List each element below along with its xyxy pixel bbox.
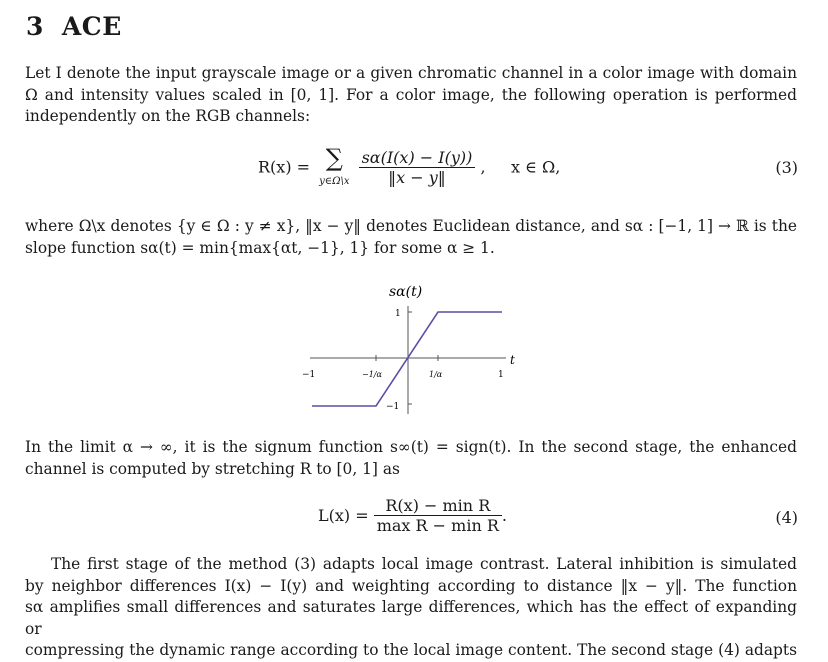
paragraph-line: where Ω\x denotes {y ∈ Ω : y ≠ x}, ‖x − y‖ denotes Euclidean distance, and sα : [−1, 1] → ℝ is the xyxy=(25,217,797,235)
paragraph-line: sα amplifies small differences and saturates large differences, which has the effect of expanding or xyxy=(25,598,797,638)
equation-3-condition: , x ∈ Ω, xyxy=(480,157,561,177)
equation-3-denominator: ‖x − y‖ xyxy=(388,167,446,187)
paragraph-slope-definition xyxy=(25,216,797,259)
slope-function-plot xyxy=(296,276,536,426)
paragraph-line: independently on the RGB channels: xyxy=(25,107,311,125)
sum-index: y∈Ω\x xyxy=(319,176,350,187)
paragraph-discussion xyxy=(25,554,797,662)
paragraph-line: compressing the dynamic range according to the local image content. The second stage (4) adapts xyxy=(25,641,797,659)
equation-4-denominator: max R − min R xyxy=(376,516,499,535)
equation-3 xyxy=(258,146,560,188)
tick-label-y-pos: 1 xyxy=(395,309,401,319)
section-heading xyxy=(26,12,122,41)
tick-label-x-neg-inv-alpha: −1/α xyxy=(362,370,382,379)
section-title: ACE xyxy=(61,12,122,41)
equation-4: L(x) = $\frac{\text{R(x) − min R}}{\text{max R − min R}}$ . xyxy=(318,496,507,535)
paragraph-line: Ω and intensity values scaled in [0, 1]. For a color image, the following operation is performed xyxy=(25,85,797,104)
paragraph-line: Let I denote the input grayscale image or a given chromatic channel in a color image with domain xyxy=(25,64,797,82)
paragraph-line: channel is computed by stretching R to [0, 1] as xyxy=(25,459,400,478)
equation-4-lhs: L(x) = xyxy=(318,506,369,525)
equation-3-label: (3) xyxy=(775,158,798,177)
paragraph-line: The first stage of the method (3) adapts local image contrast. Lateral inhibition is simulated xyxy=(51,555,797,573)
equation-4-label: (4) xyxy=(775,508,798,527)
equation-3-lhs: R(x) = xyxy=(258,157,311,177)
section-number: 3 xyxy=(26,12,44,41)
sum-symbol: ∑ xyxy=(325,144,343,172)
x-axis-label: t xyxy=(510,353,515,367)
paragraph-limit xyxy=(25,437,797,480)
y-axis-label: sα(t) xyxy=(389,284,423,300)
paragraph-line: by neighbor differences I(x) − I(y) and weighting according to distance ‖x − y‖. The function xyxy=(25,576,797,595)
equation-4-numerator: R(x) − min R xyxy=(374,496,502,516)
slope-function-curve xyxy=(312,312,502,406)
tick-label-x-pos-inv-alpha: 1/α xyxy=(429,370,443,379)
tick-label-x-pos-one: 1 xyxy=(498,370,504,380)
paragraph-line: slope function sα(t) = min{max{αt, −1}, 1} for some α ≥ 1. xyxy=(25,238,495,257)
paragraph-intro xyxy=(25,63,797,128)
paragraph-line: In the limit α → ∞, it is the signum function s∞(t) = sign(t). In the second stage, the enhanced xyxy=(25,438,797,456)
tick-label-y-neg: −1 xyxy=(386,402,400,412)
tick-label-x-neg-one: −1 xyxy=(302,370,316,380)
equation-3-numerator: sα(I(x) − I(y)) xyxy=(359,148,476,168)
